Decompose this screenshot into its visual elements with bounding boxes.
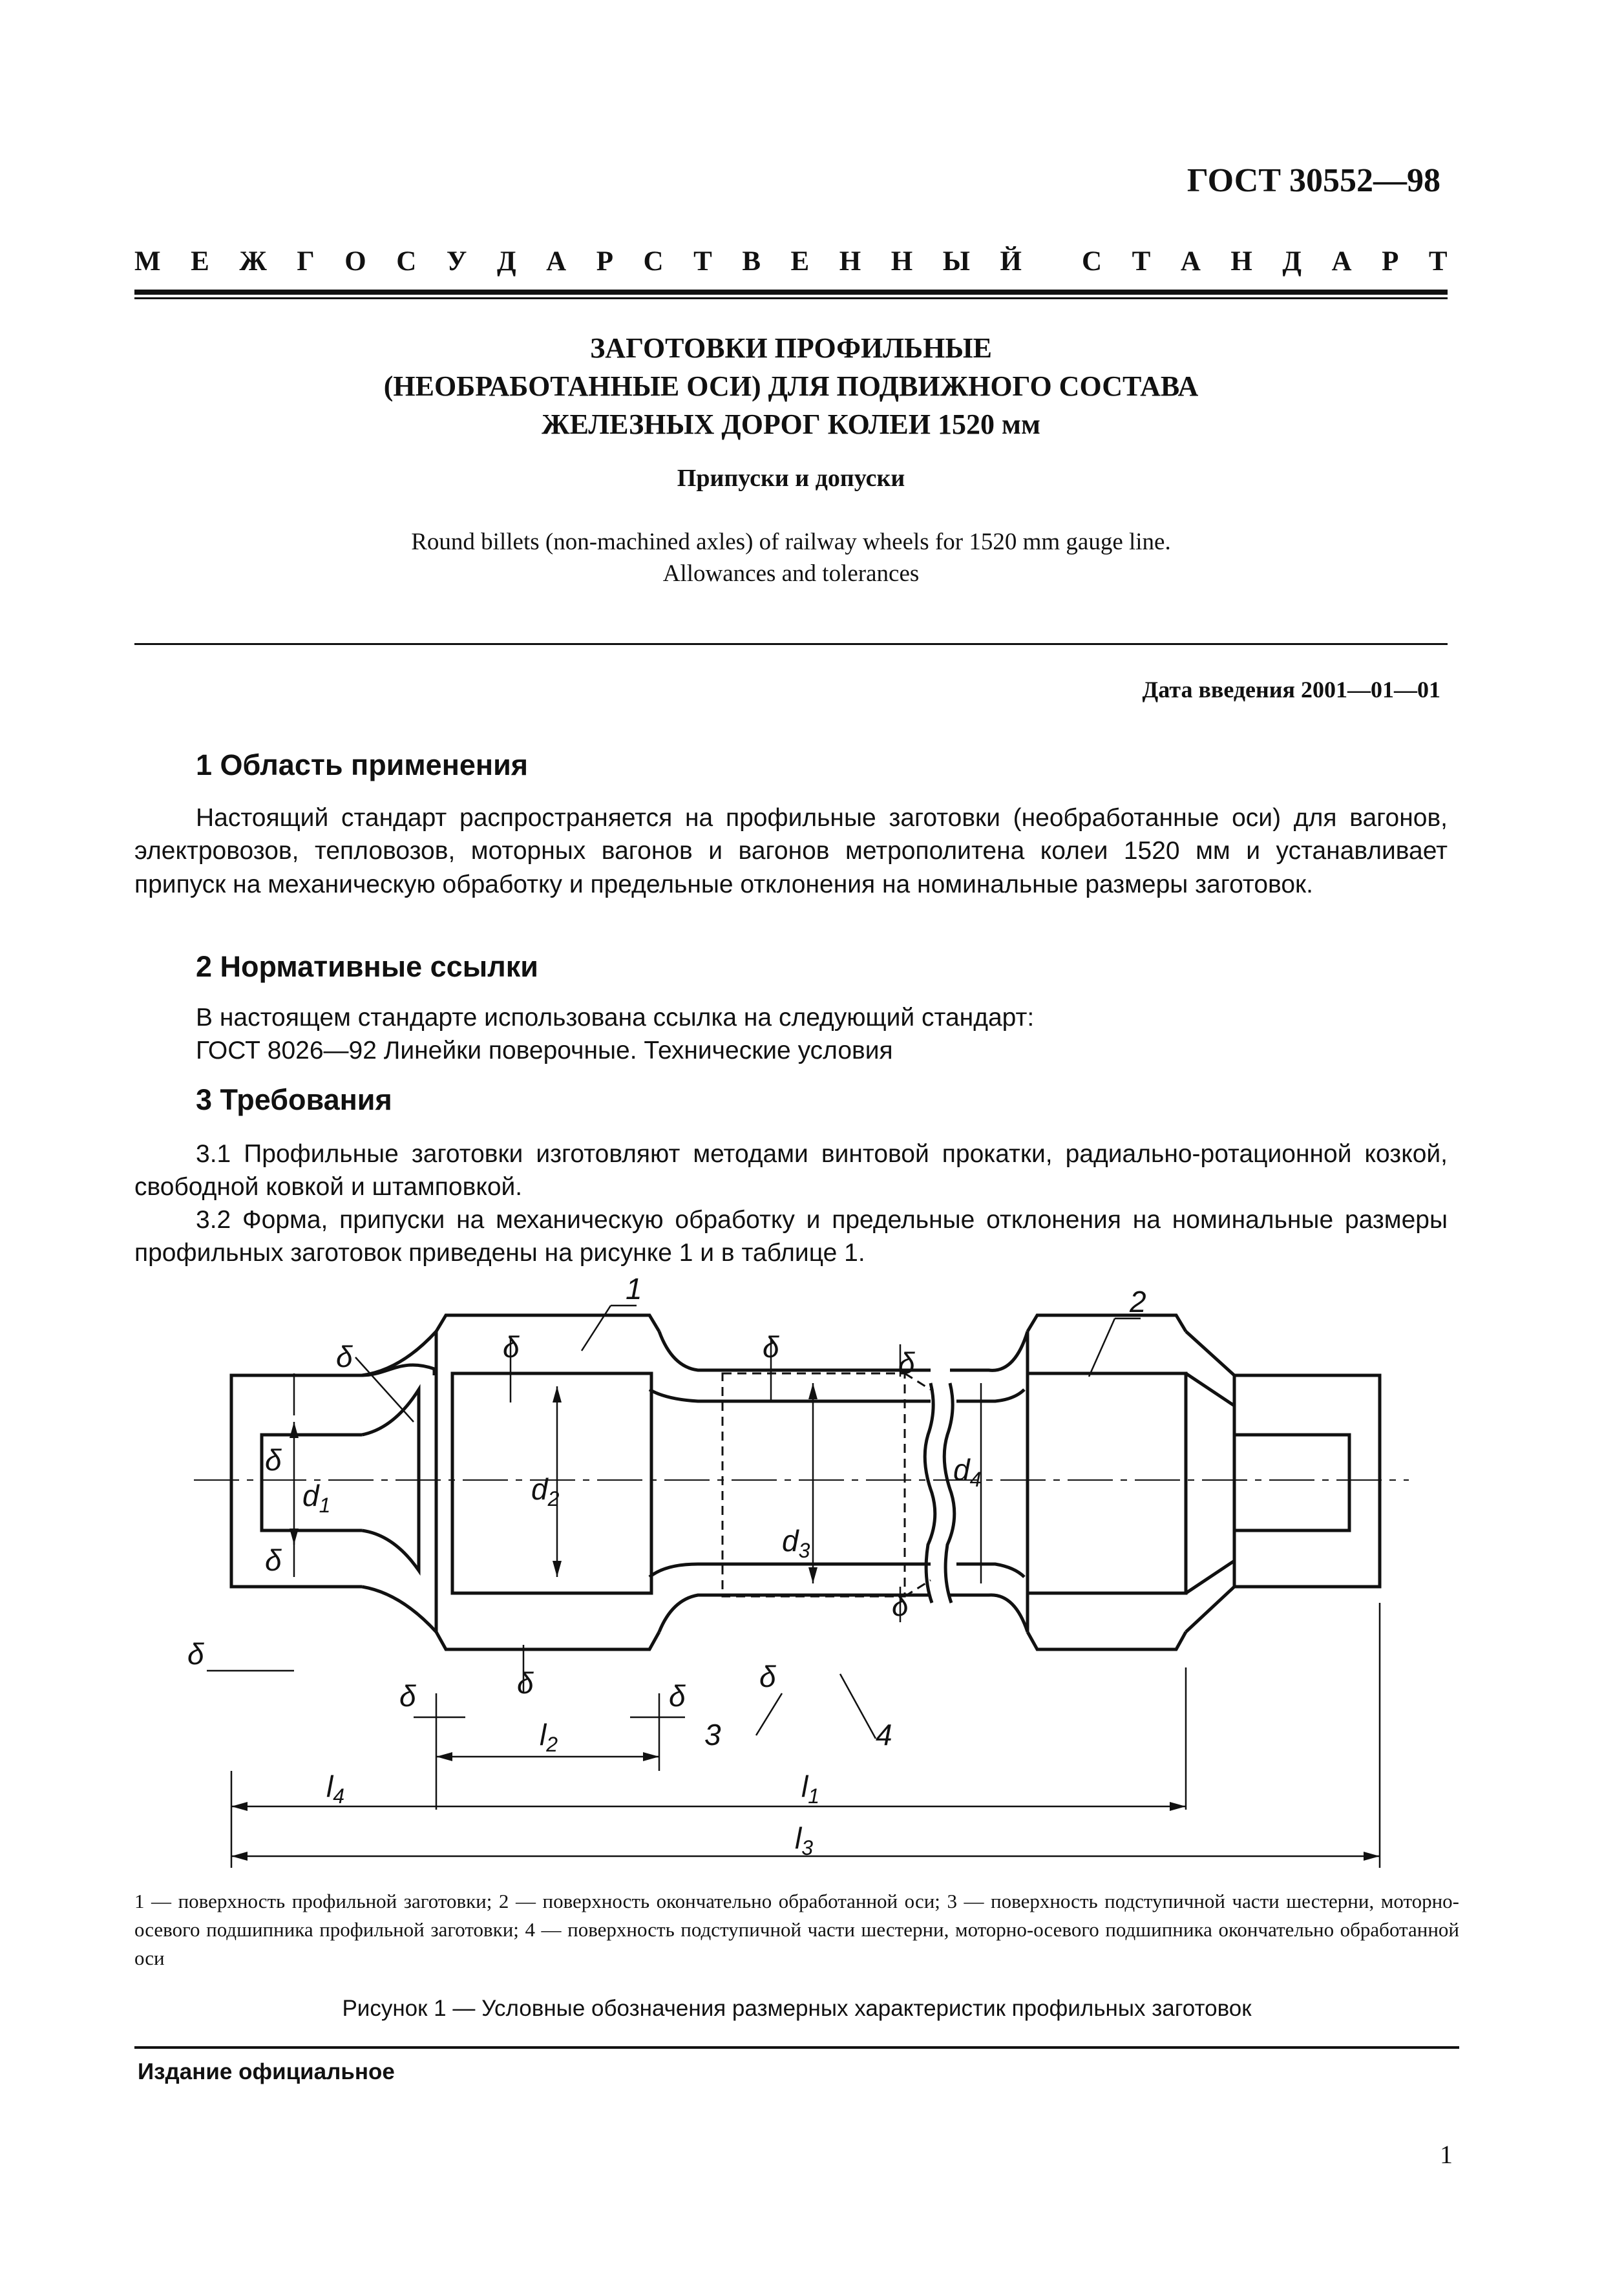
section-3-paragraph-1: 3.1 Профильные заготовки изготовляют методами винтовой прокатки, радиально-ротационной козкой, свободной ковкой и штамповкой. xyxy=(134,1140,1448,1201)
document-subtitle: Припуски и допуски xyxy=(677,465,905,492)
banner-letter: Т xyxy=(693,246,712,277)
banner-letter: Г xyxy=(297,246,315,277)
banner-letter: Р xyxy=(1382,246,1399,277)
section-2-line-1: В настоящем стандарте использована ссылка на следующий стандарт: xyxy=(196,1004,1035,1032)
figure-legend: 1 — поверхность профильной заготовки; 2 — поверхность окончательно обработанной оси; 3 — поверхность подступичной части шестерни, моторно-осевого подшипника профильной заготовки; 4 — поверхность подступичной части шестерни, моторно-осевого подшипника окончательно обработанной оси xyxy=(134,1890,1459,1970)
banner-letter: Д xyxy=(496,246,516,277)
banner-letter: Р xyxy=(596,246,613,277)
dim-l3: $l_3$ xyxy=(795,1821,814,1859)
callout-3: 3 xyxy=(704,1718,721,1751)
figure-caption: Рисунок 1 — Условные обозначения размерных характеристик профильных заготовок xyxy=(342,1996,1252,2021)
dimension-lines xyxy=(207,1306,1380,1868)
dim-l1: $l_1$ xyxy=(801,1770,820,1808)
delta-label: δ xyxy=(892,1589,909,1622)
banner-letter: Е xyxy=(790,246,810,277)
banner-letter: А xyxy=(546,246,567,277)
banner-letter: Т xyxy=(1132,246,1151,277)
dim-l4: $l_4$ xyxy=(326,1770,345,1808)
banner-letter: Д xyxy=(1282,246,1302,277)
title-line-1: ЗАГОТОВКИ ПРОФИЛЬНЫЕ xyxy=(590,332,992,364)
delta-label: δ xyxy=(763,1330,779,1364)
delta-label: δ xyxy=(759,1660,776,1693)
banner-letter: Т xyxy=(1428,246,1448,277)
callout-1: 1 xyxy=(626,1272,642,1306)
dim-d2: $d_2$ xyxy=(531,1472,560,1510)
banner-letter: Е xyxy=(191,246,209,277)
dim-d1: $d_1$ xyxy=(302,1479,331,1517)
footer-rule xyxy=(134,2046,1459,2049)
section-1-text: Настоящий стандарт распространяется на профильные заготовки (необработанные оси) для вагонов, электровозов, тепловозов, моторных вагонов и вагонов метрополитена колеи 1520 мм и устанавливает припуск на механическую обработку и предельные отклонения на номинальные размеры заготовок. xyxy=(134,804,1448,898)
callout-4: 4 xyxy=(876,1718,892,1751)
banner-letter: Н xyxy=(891,246,913,277)
banner-letter: Н xyxy=(1230,246,1252,277)
delta-label: δ xyxy=(503,1330,520,1364)
delta-label: δ xyxy=(265,1443,282,1477)
banner-letter: У xyxy=(446,246,467,277)
banner-letter: Й xyxy=(1000,246,1022,277)
banner-letter: С xyxy=(1082,246,1102,277)
title-line-3: ЖЕЛЕЗНЫХ ДОРОГ КОЛЕИ 1520 мм xyxy=(542,408,1040,440)
banner-letter: О xyxy=(344,246,366,277)
section-3-paragraph-2: 3.2 Форма, припуски на механическую обработку и предельные отклонения на номинальные размеры профильных заготовок приведены на рисунке 1 и в таблице 1. xyxy=(134,1206,1448,1267)
english-title-line-2: Allowances and tolerances xyxy=(662,560,920,587)
banner-letter: С xyxy=(396,246,417,277)
banner-letter: М xyxy=(134,246,161,277)
banner-letter: Ы xyxy=(942,246,970,277)
section-2-reference: ГОСТ 8026—92 Линейки поверочные. Технические условия xyxy=(196,1037,893,1064)
delta-label: δ xyxy=(336,1340,353,1373)
callout-2: 2 xyxy=(1130,1285,1146,1318)
delta-label: δ xyxy=(265,1543,282,1577)
dim-d4: $d_4$ xyxy=(953,1453,982,1491)
section-2-heading: 2 Нормативные ссылки xyxy=(196,950,538,983)
intro-date: Дата введения 2001—01—01 xyxy=(1142,677,1440,703)
page-number: 1 xyxy=(1440,2140,1453,2169)
banner-letter: В xyxy=(742,246,761,277)
delta-label: δ xyxy=(517,1666,534,1700)
english-title-line-1: Round billets (non-machined axles) of railway wheels for 1520 mm gauge line. xyxy=(411,529,1171,555)
delta-label: δ xyxy=(399,1679,416,1713)
delta-label: δ xyxy=(669,1679,686,1713)
dim-d3: $d_3$ xyxy=(782,1524,810,1562)
document-code: ГОСТ 30552—98 xyxy=(1186,162,1440,199)
section-3-heading: 3 Требования xyxy=(196,1083,392,1116)
edition-label: Издание официальное xyxy=(138,2059,395,2084)
banner-letter: А xyxy=(1331,246,1352,277)
billet-outline xyxy=(231,1315,1380,1649)
delta-label: δ xyxy=(898,1346,915,1380)
section-1-heading: 1 Область применения xyxy=(196,748,529,781)
banner-letter: А xyxy=(1180,246,1201,277)
delta-label: δ xyxy=(187,1637,204,1671)
dim-l2: $l_2$ xyxy=(540,1718,558,1756)
banner-letter: С xyxy=(643,246,664,277)
banner-letter: Ж xyxy=(239,246,267,277)
title-line-2: (НЕОБРАБОТАННЫЕ ОСИ) ДЛЯ ПОДВИЖНОГО СОСТАВА xyxy=(383,370,1199,402)
banner-letter: Н xyxy=(839,246,861,277)
